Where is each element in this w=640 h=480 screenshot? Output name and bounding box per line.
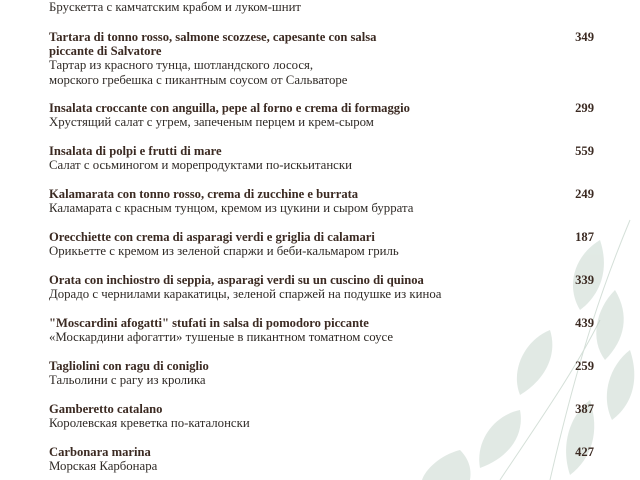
dish-name-it: Gamberetto catalano [49,402,163,416]
dish-price: 259 [575,359,594,373]
dish-name-ru: Королевская креветка по-каталонски [49,416,250,430]
menu-item [49,144,594,173]
dish-name-ru: морского гребешка с пикантным соусом от Сальваторе [49,73,348,87]
dish-price: 299 [575,101,594,115]
menu-item [49,187,594,216]
dish-name-ru: Хрустящий салат с угрем, запеченым перцем и крем-сыром [49,115,374,129]
menu-item [49,445,594,474]
dish-price: 439 [575,316,594,330]
dish-name-it: Insalata croccante con anguilla, pepe al forno e crema di formaggio [49,101,410,115]
dish-price: 349 [575,30,594,44]
dish-price: 387 [575,402,594,416]
dish-name-it: Kalamarata con tonno rosso, crema di zucchine e burrata [49,187,359,201]
dish-price: 559 [575,144,594,158]
dish-name-it: piccante di Salvatore [49,44,162,58]
dish-name-it: "Moscardini afogatti" stufati in salsa di pomodoro piccante [49,316,369,330]
dish-name-it: Orata con inchiostro di seppia, asparagi verdi su un cuscino di quinoa [49,273,424,287]
menu-item [49,230,594,259]
dish-name-it: Insalata di polpi e frutti di mare [49,144,222,158]
dish-price: 427 [575,445,594,459]
dish-name-ru: «Москардини афогатти» тушеные в пикантном томатном соусе [49,330,394,344]
dish-price: 187 [575,230,594,244]
menu-item [49,402,594,431]
dish-name-ru: Орикьетте с кремом из зеленой спаржи и беби-кальмаром гриль [49,244,399,258]
menu-item [49,0,594,15]
menu-item [49,101,594,130]
dish-price: 249 [575,187,594,201]
menu-item [49,273,594,302]
dish-name-ru: Каламарата с красным тунцом, кремом из цукини и сыром буррата [49,201,414,215]
dish-name-it: Tagliolini con ragu di coniglio [49,359,209,373]
dish-name-ru: Морская Карбонара [49,459,158,473]
menu-item [49,316,594,345]
dish-name-ru: Дорадо с чернилами каракатицы, зеленой спаржей на подушке из киноа [49,287,442,301]
dish-price: 339 [575,273,594,287]
dish-name-ru: Салат с осьминогом и морепродуктами по-искьитански [49,158,352,172]
dish-name-it: Carbonara marina [49,445,151,459]
dish-name-it: Orecchiette con crema di asparagi verdi e griglia di calamari [49,230,375,244]
dish-name-ru: Брускетта с камчатским крабом и луком-шнит [49,0,302,14]
menu-item [49,30,594,88]
menu-item [49,359,594,388]
dish-name-ru: Тальолини с рагу из кролика [49,373,206,387]
dish-name-ru: Тартар из красного тунца, шотландского лосося, [49,58,314,72]
dish-name-it: Tartara di tonno rosso, salmone scozzese, capesante con salsa [49,30,377,44]
